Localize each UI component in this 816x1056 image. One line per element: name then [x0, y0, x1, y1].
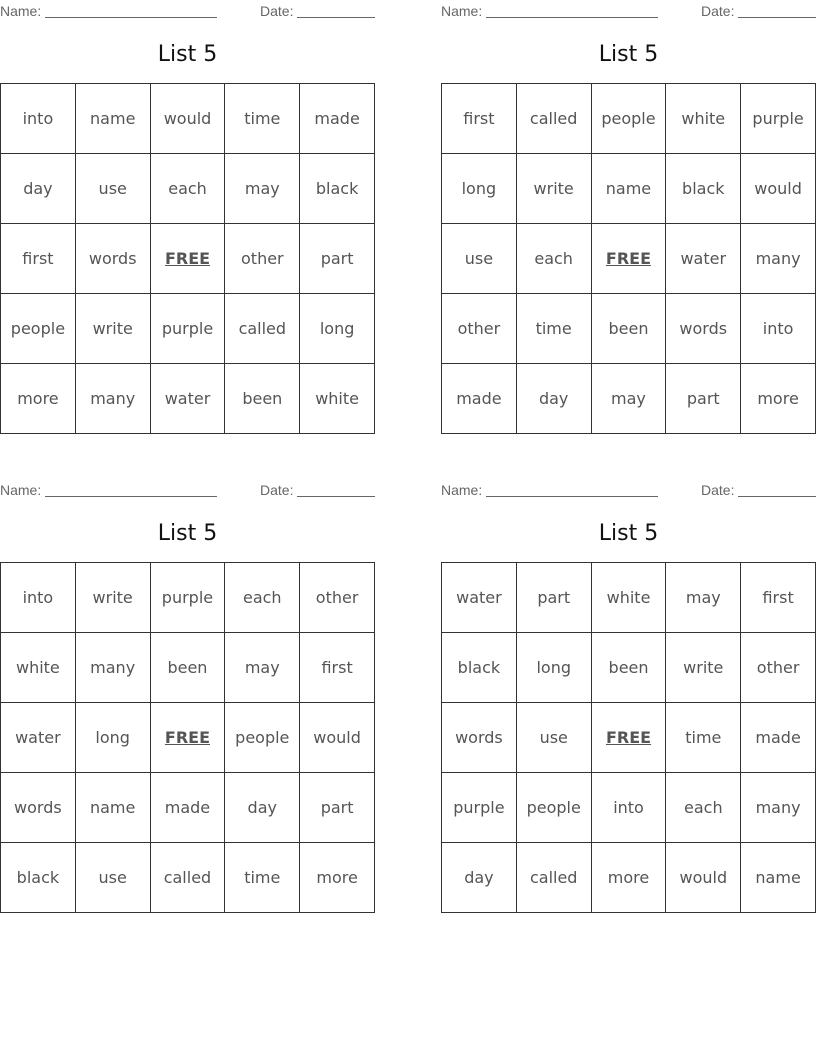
free-space-cell: FREE [150, 224, 225, 294]
grid-cell: into [1, 84, 76, 154]
grid-cell: been [225, 364, 300, 434]
bingo-card-4 [441, 479, 816, 887]
grid-cell: many [741, 773, 816, 843]
grid-cell: many [741, 224, 816, 294]
grid-row [442, 563, 816, 633]
grid-cell: made [300, 84, 375, 154]
grid-cell: called [516, 843, 591, 913]
date-field[interactable] [738, 3, 816, 18]
grid-cell: part [516, 563, 591, 633]
grid-cell: write [516, 154, 591, 224]
card-header [0, 0, 375, 22]
grid-cell: water [150, 364, 225, 434]
grid-cell: each [225, 563, 300, 633]
grid-cell: black [442, 633, 517, 703]
grid-cell: black [666, 154, 741, 224]
grid-cell: use [75, 154, 150, 224]
grid-cell: long [300, 294, 375, 364]
grid-cell: would [300, 703, 375, 773]
grid-cell: white [591, 563, 666, 633]
grid-cell: people [1, 294, 76, 364]
grid-row [442, 224, 816, 294]
grid-cell: black [1, 843, 76, 913]
name-label: Name: [441, 482, 483, 498]
date-label: Date: [701, 482, 735, 498]
grid-cell: may [591, 364, 666, 434]
grid-cell: part [666, 364, 741, 434]
grid-row [442, 843, 816, 913]
grid-cell: more [741, 364, 816, 434]
grid-row [442, 84, 816, 154]
grid-row [1, 84, 375, 154]
name-label: Name: [0, 482, 42, 498]
grid-cell: people [591, 84, 666, 154]
grid-row [1, 773, 375, 843]
date-label: Date: [701, 3, 735, 19]
name-field[interactable] [486, 482, 658, 497]
name-label: Name: [441, 3, 483, 19]
grid-cell: other [442, 294, 517, 364]
grid-cell: more [591, 843, 666, 913]
grid-cell: more [1, 364, 76, 434]
bingo-grid [441, 83, 816, 434]
grid-cell: other [225, 224, 300, 294]
grid-cell: water [442, 563, 517, 633]
grid-row [442, 294, 816, 364]
grid-cell: name [75, 84, 150, 154]
card-header [0, 479, 375, 501]
grid-cell: many [75, 633, 150, 703]
grid-cell: use [516, 703, 591, 773]
card-title: List 5 [157, 42, 218, 67]
grid-row [1, 364, 375, 434]
grid-cell: may [666, 563, 741, 633]
name-field[interactable] [45, 482, 217, 497]
grid-cell: long [75, 703, 150, 773]
grid-cell: may [225, 633, 300, 703]
grid-cell: first [442, 84, 517, 154]
grid-cell: made [741, 703, 816, 773]
grid-cell: day [225, 773, 300, 843]
card-title: List 5 [598, 42, 659, 67]
grid-cell: name [591, 154, 666, 224]
bingo-card-3 [0, 479, 375, 887]
grid-cell: white [300, 364, 375, 434]
grid-cell: more [300, 843, 375, 913]
grid-row [1, 224, 375, 294]
date-label: Date: [260, 482, 294, 498]
grid-cell: been [591, 294, 666, 364]
grid-cell: called [516, 84, 591, 154]
grid-cell: time [516, 294, 591, 364]
grid-cell: purple [442, 773, 517, 843]
grid-cell: people [225, 703, 300, 773]
bingo-card-2 [441, 0, 816, 408]
grid-cell: each [666, 773, 741, 843]
grid-row [1, 154, 375, 224]
grid-cell: into [591, 773, 666, 843]
grid-cell: other [300, 563, 375, 633]
grid-cell: may [225, 154, 300, 224]
grid-row [1, 563, 375, 633]
grid-cell: purple [150, 294, 225, 364]
grid-cell: use [442, 224, 517, 294]
name-field[interactable] [486, 3, 658, 18]
card-header [441, 0, 816, 22]
grid-cell: name [75, 773, 150, 843]
free-space-cell: FREE [591, 703, 666, 773]
date-field[interactable] [738, 482, 816, 497]
grid-cell: long [516, 633, 591, 703]
bingo-card-1 [0, 0, 375, 408]
grid-cell: water [666, 224, 741, 294]
grid-cell: many [75, 364, 150, 434]
grid-cell: time [225, 843, 300, 913]
grid-cell: white [666, 84, 741, 154]
grid-cell: would [666, 843, 741, 913]
grid-cell: part [300, 224, 375, 294]
grid-row [442, 703, 816, 773]
grid-cell: write [75, 294, 150, 364]
name-label: Name: [0, 3, 42, 19]
grid-cell: each [516, 224, 591, 294]
grid-cell: time [225, 84, 300, 154]
grid-cell: words [1, 773, 76, 843]
name-field[interactable] [45, 3, 217, 18]
grid-cell: other [741, 633, 816, 703]
grid-cell: write [75, 563, 150, 633]
date-field[interactable] [297, 3, 375, 18]
grid-cell: made [442, 364, 517, 434]
grid-cell: long [442, 154, 517, 224]
grid-cell: name [741, 843, 816, 913]
grid-row [1, 294, 375, 364]
grid-cell: into [1, 563, 76, 633]
grid-cell: day [442, 843, 517, 913]
grid-row [442, 773, 816, 843]
grid-cell: into [741, 294, 816, 364]
grid-cell: purple [150, 563, 225, 633]
grid-cell: people [516, 773, 591, 843]
card-title: List 5 [157, 521, 218, 546]
free-space-cell: FREE [591, 224, 666, 294]
grid-cell: use [75, 843, 150, 913]
date-field[interactable] [297, 482, 375, 497]
grid-cell: first [300, 633, 375, 703]
grid-cell: made [150, 773, 225, 843]
grid-cell: write [666, 633, 741, 703]
grid-cell: purple [741, 84, 816, 154]
grid-row [1, 843, 375, 913]
bingo-grid [0, 562, 375, 913]
grid-cell: called [150, 843, 225, 913]
grid-cell: first [741, 563, 816, 633]
grid-cell: words [442, 703, 517, 773]
bingo-grid [0, 83, 375, 434]
grid-cell: words [666, 294, 741, 364]
grid-row [1, 703, 375, 773]
grid-row [442, 154, 816, 224]
grid-cell: been [591, 633, 666, 703]
grid-cell: day [516, 364, 591, 434]
grid-row [442, 364, 816, 434]
grid-cell: part [300, 773, 375, 843]
date-label: Date: [260, 3, 294, 19]
grid-cell: been [150, 633, 225, 703]
grid-row [1, 633, 375, 703]
card-header [441, 479, 816, 501]
grid-cell: black [300, 154, 375, 224]
grid-row [442, 633, 816, 703]
grid-cell: white [1, 633, 76, 703]
grid-cell: time [666, 703, 741, 773]
grid-cell: would [741, 154, 816, 224]
card-title: List 5 [598, 521, 659, 546]
grid-cell: first [1, 224, 76, 294]
grid-cell: called [225, 294, 300, 364]
free-space-cell: FREE [150, 703, 225, 773]
grid-cell: day [1, 154, 76, 224]
bingo-grid [441, 562, 816, 913]
grid-cell: words [75, 224, 150, 294]
grid-cell: water [1, 703, 76, 773]
grid-cell: each [150, 154, 225, 224]
grid-cell: would [150, 84, 225, 154]
